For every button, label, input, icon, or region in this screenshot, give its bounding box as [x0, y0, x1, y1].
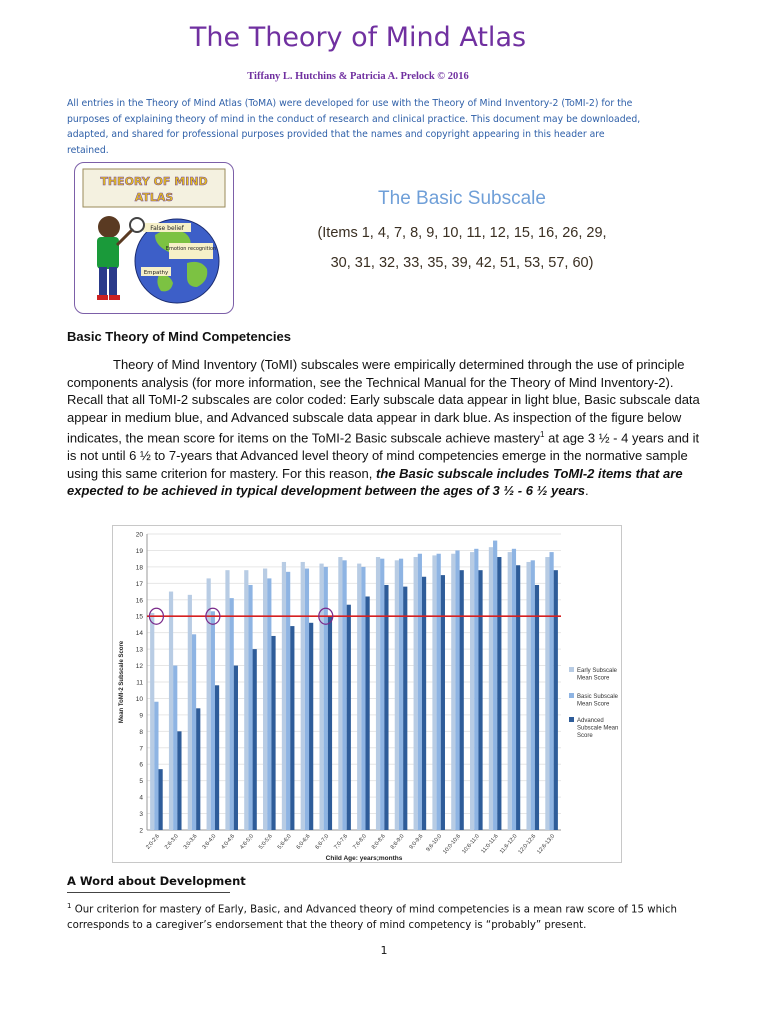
bar-early: [150, 613, 154, 830]
bar-basic: [437, 554, 441, 830]
bar-advanced: [366, 596, 370, 830]
x-tick-label: 7;0-7;6: [333, 833, 350, 851]
notice-line-3: adapted, and shared for professional purposes provided that the names and copyright appearing in this header are retained.: [67, 129, 605, 156]
bar-basic: [230, 598, 234, 830]
bar-advanced: [234, 666, 238, 830]
bar-basic: [474, 549, 478, 830]
legend-swatch: [569, 693, 574, 698]
x-tick-label: 4;6-5;0: [239, 833, 256, 851]
legend-swatch: [569, 717, 574, 722]
paragraph-part-1: Theory of Mind Inventory (ToMI) subscales were empirically determined through the use of principle components analysis (for more information, see the Technical Manual for the Theory of Mind Inventory-2). Recall that all ToMI-2 subscales are color coded: Early subscale data appear in light blue, Basic subscale data appear in medium blue, and Advanced subscale data appear in dark blue. As inspection of the figure below indicates, the mean score for items on the ToMI-2 Basic subscale achieve mastery: [67, 357, 700, 446]
bar-advanced: [253, 649, 257, 830]
bar-advanced: [290, 626, 294, 830]
y-tick-label: 5: [139, 778, 143, 786]
x-tick-label: 7;6-8;0: [352, 833, 368, 851]
bar-advanced: [347, 605, 351, 830]
bar-early: [319, 564, 323, 830]
bar-early: [225, 570, 229, 830]
bar-basic: [248, 585, 252, 830]
bar-advanced: [554, 570, 558, 830]
bar-basic: [286, 572, 290, 830]
x-tick-label: 10;6-11;0: [461, 833, 481, 856]
paragraph-emphasis: the Basic subscale includes ToMI-2 items that are expected to be achieved in typical development between the ages of 3 ½ - 6 ½ years: [67, 465, 683, 499]
bar-basic: [399, 559, 403, 830]
bar-early: [301, 562, 305, 830]
page-number: 1: [380, 944, 388, 957]
x-tick-label: 10;0-10;6: [442, 833, 463, 856]
copyright-notice: [67, 96, 647, 158]
logo-label-emotion: Emotion recognition: [165, 246, 217, 252]
subscale-title: The Basic Subscale: [378, 188, 546, 209]
bar-early: [169, 592, 173, 830]
atlas-logo: [74, 162, 234, 314]
x-tick-label: 8;0-8;6: [370, 833, 387, 851]
y-axis-title: Mean ToMI-2 Subscale Score: [119, 640, 125, 724]
y-tick-label: 15: [135, 613, 143, 621]
y-tick-label: 18: [135, 564, 143, 572]
bar-basic: [173, 666, 177, 830]
bar-advanced: [215, 685, 219, 830]
x-tick-label: 6;6-7;0: [314, 833, 331, 851]
bar-advanced: [460, 570, 464, 830]
x-tick-label: 5;0-5;6: [258, 833, 274, 851]
bar-advanced: [403, 587, 407, 830]
y-tick-label: 16: [135, 597, 143, 605]
bar-advanced: [196, 708, 200, 830]
body-paragraph: [67, 356, 707, 500]
y-tick-label: 9: [139, 712, 143, 720]
bar-early: [508, 552, 512, 830]
bar-basic: [418, 554, 422, 830]
footnote-marker: 1: [540, 430, 545, 440]
magnifier-icon: [130, 218, 144, 232]
logo-label-false-belief: False belief: [150, 225, 184, 232]
footnote: [67, 899, 707, 933]
bar-early: [414, 557, 418, 830]
y-tick-label: 2: [139, 827, 143, 835]
x-tick-label: 4;0-4;6: [220, 833, 237, 851]
bar-advanced: [535, 585, 539, 830]
y-tick-label: 12: [135, 663, 143, 671]
footnote-number: 1: [67, 902, 72, 910]
x-tick-label: 11;0-11;6: [480, 833, 500, 855]
bar-early: [338, 557, 342, 830]
y-tick-label: 4: [139, 794, 143, 802]
x-tick-label: 12;0-12;6: [517, 833, 538, 856]
x-tick-label: 6;0-6;6: [295, 833, 312, 851]
footnote-text: Our criterion for mastery of Early, Basic, and Advanced theory of mind competencies is a mean raw score of 15 which corresponds to a caregiver’s endorsement that the theory of mind competency is “probably” present.: [67, 904, 677, 931]
bar-advanced: [516, 565, 520, 830]
bar-early: [395, 560, 399, 830]
bar-advanced: [384, 585, 388, 830]
authors-line: Tiffany L. Hutchins & Patricia A. Prelock © 2016: [247, 71, 469, 82]
notice-line-2: purposes of explaining theory of mind in the conduct of research and clinical practice. This document may be downloaded,: [67, 113, 641, 125]
section-heading: Basic Theory of Mind Competencies: [67, 329, 291, 344]
x-tick-label: 12;6-13;0: [536, 833, 557, 856]
bar-advanced: [497, 557, 501, 830]
bar-early: [263, 569, 267, 830]
bar-early: [451, 554, 455, 830]
x-tick-label: 3;0-3;6: [182, 833, 199, 851]
bar-basic: [305, 569, 309, 830]
x-tick-label: 3;6-4;0: [201, 833, 218, 851]
y-tick-label: 10: [135, 695, 143, 703]
logo-label-empathy: Empathy: [143, 270, 169, 276]
bar-basic: [211, 611, 215, 830]
items-list-line-1: (Items 1, 4, 7, 8, 9, 10, 11, 12, 15, 16, 26, 29,: [317, 225, 607, 241]
y-tick-label: 7: [139, 745, 143, 753]
bar-advanced: [271, 636, 275, 830]
bar-basic: [512, 549, 516, 830]
section-heading-2: A Word about Development: [67, 874, 246, 888]
bar-basic: [154, 702, 158, 830]
y-tick-label: 3: [139, 811, 143, 819]
bar-basic: [455, 550, 459, 830]
logo-banner-line-2: ATLAS: [134, 191, 174, 204]
y-tick-label: 17: [135, 580, 143, 588]
bar-early: [357, 564, 361, 830]
paragraph-part-2: at age 3 ½ - 4 years and it is not until 6 ½ to 7-years that Advanced level theory of mind competencies emerge in the normative sample using this same criterion for mastery. For this reason,: [67, 430, 700, 481]
atlas-logo-illustration: [75, 163, 233, 313]
bar-basic: [324, 567, 328, 830]
bar-early: [282, 562, 286, 830]
bar-early: [188, 595, 192, 830]
bar-early: [376, 557, 380, 830]
y-tick-label: 14: [135, 630, 143, 638]
bar-basic: [342, 560, 346, 830]
notice-line-1: All entries in the Theory of Mind Atlas (ToMA) were developed for use with the Theory of Mind Inventory-2 (ToMI-2) for the: [67, 98, 633, 109]
bar-early: [432, 555, 436, 830]
x-tick-label: 5;6-6;0: [276, 833, 293, 851]
bar-early: [545, 557, 549, 830]
legend-label: Basic Subscale Mean Score: [577, 694, 619, 708]
paragraph-end: .: [585, 483, 589, 499]
x-tick-label: 9;6-10;0: [425, 833, 444, 854]
x-tick-label: 8;6-9;0: [389, 833, 406, 851]
bar-early: [526, 562, 530, 830]
bar-advanced: [478, 570, 482, 830]
x-tick-label: 11;6-12;0: [498, 833, 519, 856]
bar-advanced: [177, 731, 181, 830]
x-tick-label: 2;6-3;0: [163, 833, 180, 851]
bar-advanced: [441, 575, 445, 830]
bar-basic: [531, 560, 535, 830]
y-tick-label: 19: [135, 547, 143, 555]
subscale-chart: [112, 525, 622, 863]
y-tick-label: 8: [139, 728, 143, 736]
footnote-separator: [67, 892, 230, 893]
y-tick-label: 11: [136, 679, 143, 687]
bar-advanced: [422, 577, 426, 830]
legend-swatch: [569, 667, 574, 672]
bar-advanced: [159, 769, 163, 830]
items-list-line-2: 30, 31, 32, 33, 35, 39, 42, 51, 53, 57, 60): [330, 255, 594, 271]
legend-label: Early Subscale Mean Score: [577, 668, 618, 682]
bar-early: [489, 547, 493, 830]
x-axis-title: Child Age: years;months: [325, 855, 403, 862]
bar-advanced: [309, 623, 313, 830]
bar-advanced: [328, 616, 332, 830]
x-tick-label: 2;0-2;6: [145, 833, 161, 851]
x-tick-label: 9;0-9;6: [408, 833, 425, 851]
y-tick-label: 20: [135, 531, 143, 539]
bar-early: [244, 570, 248, 830]
bar-basic: [493, 541, 497, 830]
logo-banner-line-1: THEORY OF MIND: [100, 175, 208, 188]
legend-label: Advanced Subscale Mean Score: [577, 718, 619, 739]
bar-basic: [192, 634, 196, 830]
bar-basic: [361, 567, 365, 830]
bar-basic: [549, 552, 553, 830]
y-tick-label: 13: [135, 646, 143, 654]
bar-basic: [380, 559, 384, 830]
y-tick-label: 6: [139, 761, 143, 769]
page-title: The Theory of Mind Atlas: [189, 22, 527, 53]
bar-early: [470, 552, 474, 830]
chart-svg: [113, 526, 621, 862]
